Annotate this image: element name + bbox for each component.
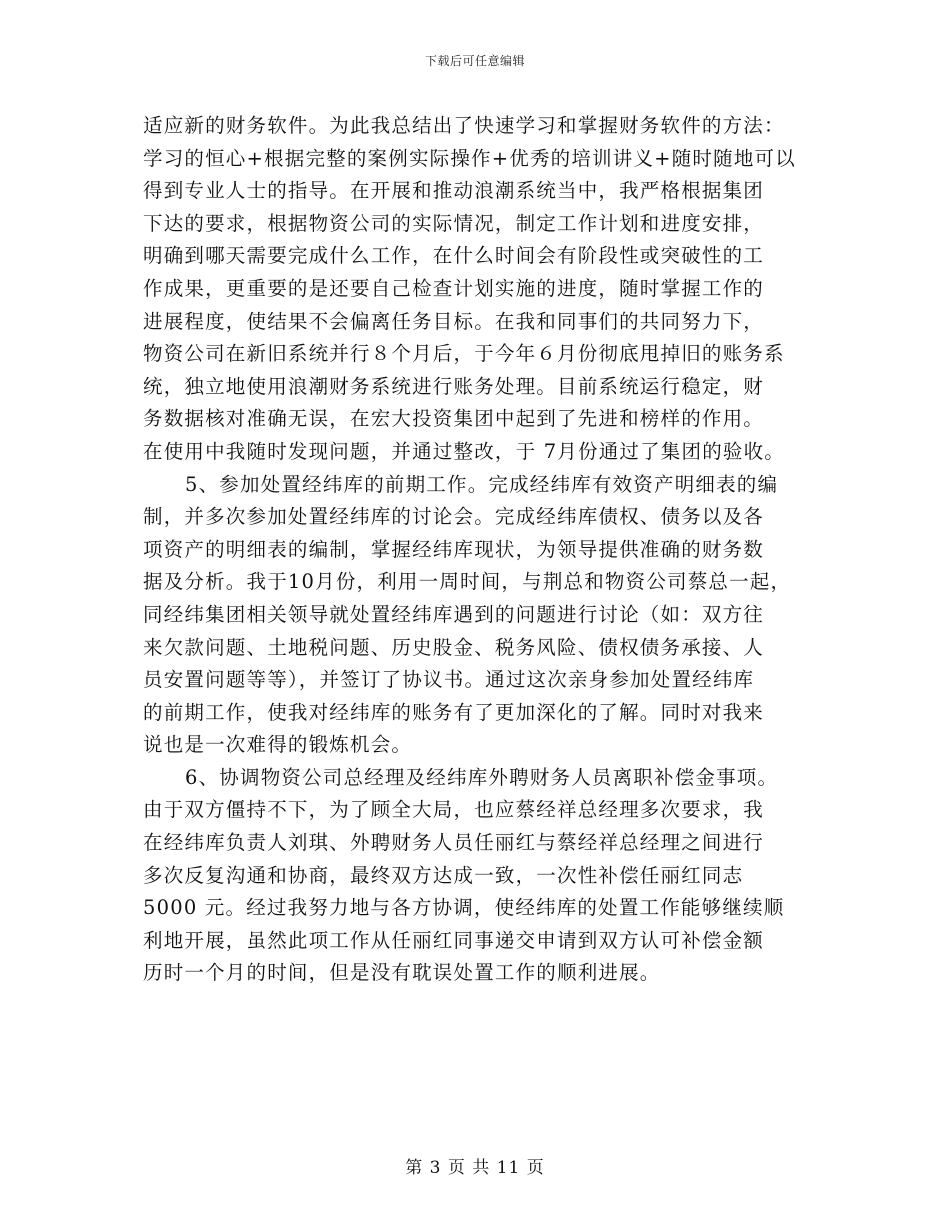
page-number-footer: 第 3 页 共 11 页	[405, 1158, 545, 1178]
page-header-note: 下载后可任意编辑	[424, 54, 525, 68]
text-line: 下达的要求，根据物资公司的实际情况，制定工作计划和进度安排，	[143, 211, 765, 235]
text-line: 同经纬集团相关领导就处置经纬库遇到的问题进行讨论（如：双方往	[143, 602, 765, 626]
text-line: 6、协调物资公司总经理及经纬库外聘财务人员离职补偿金事项。	[185, 765, 779, 789]
text-line: 员安置问题等等），并签订了协议书。通过这次亲身参加处置经纬库	[143, 668, 755, 692]
text-line: 制，并多次参加处置经纬库的讨论会。完成经纬库债权、债务以及各	[143, 505, 765, 529]
text-line: 明确到哪天需要完成什么工作，在什么时间会有阶段性或突破性的工	[143, 244, 765, 268]
text-line: 5、参加处置经纬库的前期工作。完成经纬库有效资产明细表的编	[185, 472, 779, 496]
text-line: 作成果，更重要的是还要自己检查计划实施的进度，随时掌握工作的	[143, 276, 765, 300]
text-line: 的前期工作，使我对经纬库的账务有了更加深化的了解。同时对我来	[143, 700, 765, 724]
text-line: 说也是一次难得的锻炼机会。	[143, 733, 413, 757]
text-line: 项资产的明细表的编制，掌握经纬库现状，为领导提供准确的财务数	[143, 537, 765, 561]
text-line: 来欠款问题、土地税问题、历史股金、税务风险、债权债务承接、人	[143, 635, 765, 659]
text-line: 统，独立地使用浪潮财务系统进行账务处理。目前系统运行稳定，财	[143, 374, 765, 398]
text-line: 由于双方僵持不下，为了顾全大局，也应蔡经祥总经理多次要求，我	[143, 798, 765, 822]
text-line: 适应新的财务软件。为此我总结出了快速学习和掌握财务软件的方法：	[143, 114, 785, 137]
document-body	[143, 110, 815, 990]
text-line: 得到专业人士的指导。在开展和推动浪潮系统当中，我严格根据集团	[143, 179, 765, 203]
text-line: 据及分析。我于10月份，利用一周时间，与荆总和物资公司蔡总一起，	[143, 570, 792, 594]
text-line: 5000 元。经过我努力地与各方协调，使经纬库的处置工作能够继续顺	[143, 896, 785, 920]
text-line: 历时一个月的时间，但是没有耽误处置工作的顺利进展。	[143, 961, 661, 985]
text-line: 务数据核对准确无误，在宏大投资集团中起到了先进和榜样的作用。	[143, 407, 765, 431]
text-line: 物资公司在新旧系统并行８个月后，于今年６月份彻底甩掉旧的账务系	[143, 342, 785, 366]
text-line: 学习的恒心+根据完整的案例实际操作+优秀的培训讲义+随时随地可以	[143, 146, 796, 170]
text-line: 在使用中我随时发现问题，并通过整改，于 7月份通过了集团的验收。	[143, 439, 786, 463]
text-line: 多次反复沟通和协商，最终双方达成一致，一次性补偿任丽红同志	[143, 863, 744, 887]
text-line: 在经纬库负责人刘琪、外聘财务人员任丽红与蔡经祥总经理之间进行	[143, 831, 765, 855]
text-line: 利地开展，虽然此项工作从任丽红同事递交申请到双方认可补偿金额	[143, 928, 765, 952]
text-line: 进展程度，使结果不会偏离任务目标。在我和同事们的共同努力下，	[143, 309, 765, 333]
